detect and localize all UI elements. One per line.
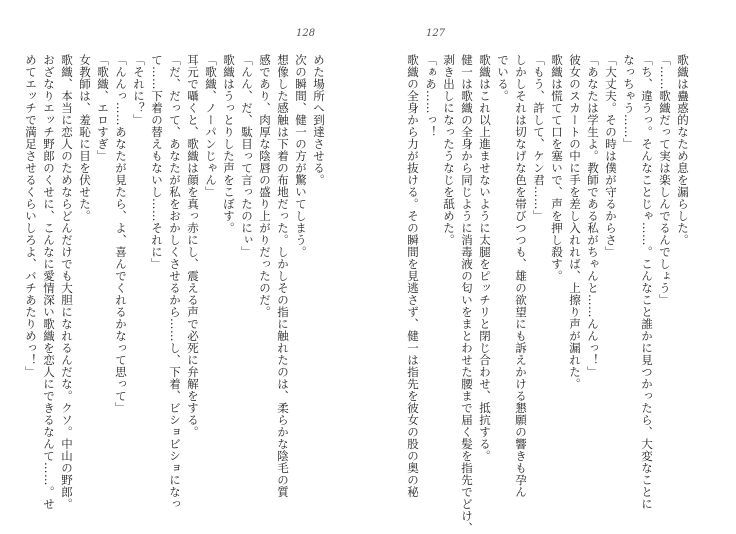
text-line: 「んんっ……あなたが見たら、よ、喜んでくれるかなって思って」 (114, 54, 128, 414)
text-line: 剥き出しになったうなじを舐めた。 (442, 54, 456, 246)
text-line: 彼女のスカートの中に手を差し入れれば、上擦り声が漏れた。 (568, 54, 582, 390)
text-line: 「歌織、ノーパンじゃん」 (204, 54, 218, 198)
text-line: めてエッチで満足させるくらいしろよ、バチあたりめっ！」 (24, 54, 38, 378)
text-line: 「大丈夫。その時は僕が守るからさ」 (604, 54, 618, 258)
text-line: 歌織はこれ以上進ませないように太腿をピッチリと閉じ合わせ、抵抗する。 (478, 54, 492, 462)
text-line: 健一は歌織の全身から同じように消毒液の匂いをまとわせた腰まで届く髪を指先でどけ、 (460, 54, 474, 534)
text-line: 耳元で囁くと、歌織は顔を真っ赤にし、震える声で必死に弁解をする。 (186, 54, 200, 438)
text-line: なっちゃう……」 (622, 54, 636, 150)
text-line: 「……歌織だって実は楽しんでるんでしょう」 (658, 54, 672, 306)
left-page (0, 0, 368, 526)
text-line: 歌織は蠱惑的なため息を漏らした。 (676, 54, 690, 246)
text-line: 想像した感触は下着の布地だった。しかしその指に触れたのは、柔らかな陰毛の質 (276, 54, 290, 498)
text-line: 歌織の全身から力が抜ける。その瞬間を見逃さず、健一は指先を彼女の股の奥の秘 (406, 54, 420, 498)
text-line: て……下着の替えもないし……それに」 (150, 54, 164, 270)
text-line: 感であり、肉厚な陰唇の盛り上がりだったのだ。 (258, 54, 272, 318)
text-line: 歌織はうっとりした声をこぼす。 (222, 54, 236, 234)
body-text (24, 54, 328, 510)
text-line: 「ぁあ……っ！ (424, 54, 438, 138)
page-number: 127 (426, 28, 446, 39)
text-line: 歌織は慌てて口を塞いで、声を押し殺す。 (550, 54, 564, 282)
text-line: おざなりエッチ野郎のくせに、こんなに愛情深い歌織を恋人にできるなんて……。せ (42, 54, 56, 510)
right-page (368, 0, 736, 534)
text-line: 歌織、本当に恋人のためならどんだけでも大胆になれるんだな。クソ。中山の野郎。 (60, 54, 74, 510)
text-line: 「それに？」 (132, 54, 146, 126)
text-line: めた場所へ到達させる。 (312, 54, 326, 186)
text-line: 次の瞬間、健一の方が驚いてしまう。 (294, 54, 308, 258)
text-line: 「んん、だ、駄目って言ったのにぃ」 (240, 54, 254, 258)
body-text (394, 54, 692, 534)
text-line: 「ち、違うっ。そんなことじゃ……。こんなこと誰かに見つかったら、大変なことに (640, 54, 654, 510)
text-line: 「あなたは学生よ。教師である私がちゃんと……んんっ！」 (586, 54, 600, 378)
text-line: 「だ、だって、あなたが私をおかしくさせるから……し、下着、ビショビショになっ (168, 54, 182, 510)
text-line: 女教師は、羞恥に目を伏せた。 (78, 54, 92, 222)
page-number: 128 (296, 28, 316, 39)
text-line: でいる。 (496, 54, 510, 102)
text-line: 「歌織、エロすぎ」 (96, 54, 110, 162)
text-line: 「もう、許して、ケン君……」 (532, 54, 546, 222)
text-line: しかしそれは切なげな色を帯びつつも、雄の欲望にも訴えかける懇願の響きも孕ん (514, 54, 528, 498)
